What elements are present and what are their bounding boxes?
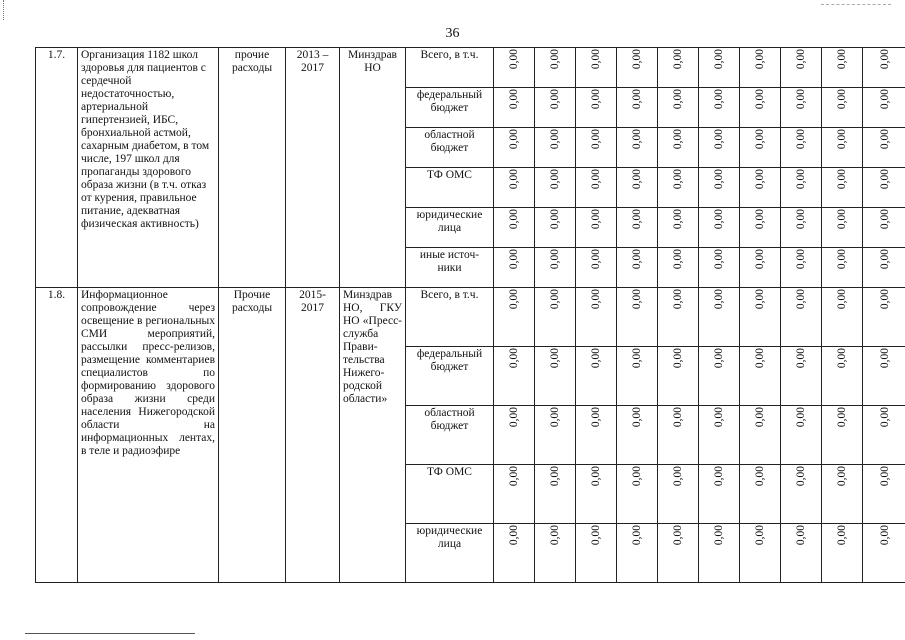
value-text: 0,00 <box>507 209 520 230</box>
value-cell <box>658 208 699 248</box>
value-cell <box>863 347 905 406</box>
value-text: 0,00 <box>589 525 602 546</box>
value-cell <box>740 465 781 524</box>
value-cell <box>781 88 822 128</box>
footnote-line <box>25 633 195 634</box>
value-cell <box>863 248 905 288</box>
value-text: 0,00 <box>835 289 848 310</box>
funding-source: Всего, в т.ч. <box>406 288 494 347</box>
value-text: 0,00 <box>878 289 891 310</box>
value-cell <box>781 48 822 88</box>
value-text: 0,00 <box>589 348 602 369</box>
value-text: 0,00 <box>630 249 643 270</box>
expense-type: прочие расходы <box>219 48 286 288</box>
value-text: 0,00 <box>671 89 684 110</box>
value-text: 0,00 <box>712 129 725 150</box>
value-cell <box>617 128 658 168</box>
value-cell <box>699 465 740 524</box>
value-text: 0,00 <box>589 466 602 487</box>
value-cell <box>535 248 576 288</box>
value-cell <box>617 524 658 583</box>
value-cell <box>822 128 863 168</box>
value-cell <box>658 48 699 88</box>
value-cell <box>494 168 535 208</box>
period: 2015-2017 <box>286 288 340 583</box>
value-text: 0,00 <box>794 249 807 270</box>
value-text: 0,00 <box>630 49 643 70</box>
value-text: 0,00 <box>878 525 891 546</box>
value-cell <box>781 128 822 168</box>
value-text: 0,00 <box>835 466 848 487</box>
value-cell <box>781 465 822 524</box>
value-text: 0,00 <box>794 289 807 310</box>
funding-source: юридические лица <box>406 208 494 248</box>
value-text: 0,00 <box>671 129 684 150</box>
value-text: 0,00 <box>835 49 848 70</box>
value-text: 0,00 <box>548 89 561 110</box>
value-text: 0,00 <box>548 209 561 230</box>
value-text: 0,00 <box>589 129 602 150</box>
value-cell <box>822 465 863 524</box>
page-number: 36 <box>445 26 460 41</box>
value-cell <box>740 406 781 465</box>
value-text: 0,00 <box>835 249 848 270</box>
value-cell <box>699 524 740 583</box>
budget-table <box>35 47 905 583</box>
value-cell <box>494 406 535 465</box>
value-cell <box>576 248 617 288</box>
value-text: 0,00 <box>753 89 766 110</box>
value-cell <box>617 288 658 347</box>
table-row <box>36 288 905 347</box>
value-cell <box>822 288 863 347</box>
value-cell <box>617 406 658 465</box>
value-cell <box>494 524 535 583</box>
value-text: 0,00 <box>753 169 766 190</box>
value-text: 0,00 <box>671 289 684 310</box>
value-cell <box>699 48 740 88</box>
value-cell <box>658 406 699 465</box>
funding-source: юридические лица <box>406 524 494 583</box>
value-cell <box>781 406 822 465</box>
value-cell <box>535 168 576 208</box>
value-cell <box>535 524 576 583</box>
value-text: 0,00 <box>712 89 725 110</box>
value-cell <box>617 48 658 88</box>
value-cell <box>535 288 576 347</box>
funding-source: областной бюджет <box>406 128 494 168</box>
value-text: 0,00 <box>630 348 643 369</box>
value-cell <box>617 347 658 406</box>
value-cell <box>822 88 863 128</box>
funding-source: иные источ-ники <box>406 248 494 288</box>
value-cell <box>822 208 863 248</box>
value-cell <box>658 128 699 168</box>
value-cell <box>699 288 740 347</box>
value-text: 0,00 <box>878 249 891 270</box>
value-text: 0,00 <box>630 289 643 310</box>
value-text: 0,00 <box>794 89 807 110</box>
value-text: 0,00 <box>589 249 602 270</box>
value-text: 0,00 <box>548 169 561 190</box>
value-text: 0,00 <box>507 407 520 428</box>
value-cell <box>576 406 617 465</box>
value-cell <box>863 88 905 128</box>
value-text: 0,00 <box>630 129 643 150</box>
value-text: 0,00 <box>712 249 725 270</box>
value-cell <box>740 347 781 406</box>
period: 2013 – 2017 <box>286 48 340 288</box>
value-cell <box>658 248 699 288</box>
value-cell <box>699 248 740 288</box>
value-cell <box>822 406 863 465</box>
value-text: 0,00 <box>507 249 520 270</box>
value-text: 0,00 <box>878 169 891 190</box>
value-text: 0,00 <box>548 525 561 546</box>
value-text: 0,00 <box>835 89 848 110</box>
value-cell <box>699 208 740 248</box>
value-cell <box>494 347 535 406</box>
executor: Минздрав НО <box>340 48 406 288</box>
value-text: 0,00 <box>794 407 807 428</box>
value-text: 0,00 <box>548 49 561 70</box>
value-cell <box>740 88 781 128</box>
value-cell <box>658 88 699 128</box>
value-cell <box>699 347 740 406</box>
value-cell <box>494 128 535 168</box>
value-cell <box>617 168 658 208</box>
value-cell <box>658 288 699 347</box>
value-cell <box>535 465 576 524</box>
value-cell <box>658 465 699 524</box>
value-text: 0,00 <box>878 348 891 369</box>
value-text: 0,00 <box>835 348 848 369</box>
value-cell <box>863 288 905 347</box>
value-cell <box>863 524 905 583</box>
value-text: 0,00 <box>753 289 766 310</box>
value-cell <box>822 48 863 88</box>
top-dash <box>821 4 891 5</box>
value-cell <box>781 524 822 583</box>
value-cell <box>658 347 699 406</box>
value-text: 0,00 <box>753 49 766 70</box>
value-text: 0,00 <box>712 407 725 428</box>
value-cell <box>576 168 617 208</box>
value-text: 0,00 <box>753 466 766 487</box>
value-text: 0,00 <box>548 348 561 369</box>
value-text: 0,00 <box>878 89 891 110</box>
value-text: 0,00 <box>753 525 766 546</box>
value-cell <box>576 88 617 128</box>
value-text: 0,00 <box>507 348 520 369</box>
value-cell <box>617 465 658 524</box>
value-cell <box>863 128 905 168</box>
value-text: 0,00 <box>835 169 848 190</box>
value-text: 0,00 <box>712 49 725 70</box>
value-text: 0,00 <box>794 525 807 546</box>
value-cell <box>535 406 576 465</box>
value-text: 0,00 <box>589 89 602 110</box>
value-text: 0,00 <box>548 129 561 150</box>
value-cell <box>494 88 535 128</box>
value-cell <box>699 406 740 465</box>
value-cell <box>658 524 699 583</box>
value-text: 0,00 <box>630 209 643 230</box>
value-text: 0,00 <box>878 209 891 230</box>
funding-source: ТФ ОМС <box>406 168 494 208</box>
value-text: 0,00 <box>671 466 684 487</box>
value-text: 0,00 <box>712 209 725 230</box>
value-cell <box>781 288 822 347</box>
value-cell <box>822 524 863 583</box>
value-cell <box>494 48 535 88</box>
value-cell <box>535 208 576 248</box>
funding-source: областной бюджет <box>406 406 494 465</box>
value-cell <box>740 524 781 583</box>
item-description: Информационное сопровождение через освещение в региональных СМИ мероприятий, рассылки пресс-релизов, размещение комментариев специалистов по формированию здорового образа жизни среди населения Нижегородской области на информационных лентах, в теле и радиоэфире <box>78 288 219 583</box>
value-cell <box>576 347 617 406</box>
value-text: 0,00 <box>671 348 684 369</box>
table-row <box>36 48 905 88</box>
item-number: 1.8. <box>36 288 78 583</box>
executor: Минздрав НО, ГКУ НО «Пресс-служба Прави-тельства Нижего-родской области» <box>340 288 406 583</box>
funding-source: федеральный бюджет <box>406 88 494 128</box>
value-text: 0,00 <box>507 49 520 70</box>
value-cell <box>535 48 576 88</box>
value-cell <box>535 88 576 128</box>
value-text: 0,00 <box>794 466 807 487</box>
value-text: 0,00 <box>589 49 602 70</box>
value-text: 0,00 <box>712 525 725 546</box>
funding-source: Всего, в т.ч. <box>406 48 494 88</box>
item-number: 1.7. <box>36 48 78 288</box>
value-text: 0,00 <box>835 407 848 428</box>
value-cell <box>863 48 905 88</box>
value-cell <box>740 168 781 208</box>
value-cell <box>617 88 658 128</box>
value-cell <box>863 168 905 208</box>
value-cell <box>576 208 617 248</box>
value-text: 0,00 <box>630 525 643 546</box>
value-text: 0,00 <box>835 525 848 546</box>
value-text: 0,00 <box>507 525 520 546</box>
value-text: 0,00 <box>548 407 561 428</box>
value-cell <box>576 128 617 168</box>
value-cell <box>822 168 863 208</box>
value-text: 0,00 <box>794 209 807 230</box>
value-text: 0,00 <box>794 49 807 70</box>
value-cell <box>781 347 822 406</box>
value-text: 0,00 <box>878 466 891 487</box>
value-cell <box>576 524 617 583</box>
value-text: 0,00 <box>630 89 643 110</box>
value-text: 0,00 <box>878 49 891 70</box>
value-text: 0,00 <box>753 348 766 369</box>
value-text: 0,00 <box>507 89 520 110</box>
value-cell <box>863 208 905 248</box>
value-text: 0,00 <box>712 348 725 369</box>
value-text: 0,00 <box>753 129 766 150</box>
expense-type: Прочие расходы <box>219 288 286 583</box>
value-text: 0,00 <box>835 209 848 230</box>
edge-mark <box>3 0 5 20</box>
value-text: 0,00 <box>878 129 891 150</box>
value-text: 0,00 <box>630 169 643 190</box>
value-cell <box>699 128 740 168</box>
value-cell <box>617 208 658 248</box>
value-cell <box>494 208 535 248</box>
value-text: 0,00 <box>589 407 602 428</box>
value-cell <box>535 128 576 168</box>
value-cell <box>822 248 863 288</box>
value-cell <box>576 288 617 347</box>
value-cell <box>740 128 781 168</box>
value-cell <box>822 347 863 406</box>
value-text: 0,00 <box>589 289 602 310</box>
value-cell <box>617 248 658 288</box>
value-text: 0,00 <box>753 209 766 230</box>
value-text: 0,00 <box>548 249 561 270</box>
item-description: Организация 1182 школ здоровья для пациентов с сердечной недостаточностью, артериальной гипертензией, ИБС, бронхиальной астмой, сахарным диабетом, в том числе, 197 школ для пропаганды здорового образа жизни (в т.ч. отказ от курения, правильное питание, адекватная физическая активность) <box>78 48 219 288</box>
value-cell <box>535 347 576 406</box>
value-text: 0,00 <box>712 289 725 310</box>
value-text: 0,00 <box>671 49 684 70</box>
value-text: 0,00 <box>794 169 807 190</box>
value-text: 0,00 <box>671 525 684 546</box>
value-cell <box>658 168 699 208</box>
value-text: 0,00 <box>753 249 766 270</box>
value-cell <box>576 48 617 88</box>
value-cell <box>576 465 617 524</box>
value-text: 0,00 <box>671 407 684 428</box>
value-text: 0,00 <box>671 249 684 270</box>
value-text: 0,00 <box>712 169 725 190</box>
value-text: 0,00 <box>878 407 891 428</box>
value-cell <box>781 168 822 208</box>
value-cell <box>740 48 781 88</box>
value-text: 0,00 <box>671 169 684 190</box>
value-cell <box>740 288 781 347</box>
value-cell <box>699 88 740 128</box>
value-text: 0,00 <box>507 466 520 487</box>
value-cell <box>699 168 740 208</box>
value-text: 0,00 <box>630 407 643 428</box>
value-text: 0,00 <box>835 129 848 150</box>
value-cell <box>863 465 905 524</box>
value-cell <box>740 208 781 248</box>
value-text: 0,00 <box>753 407 766 428</box>
value-text: 0,00 <box>794 348 807 369</box>
value-text: 0,00 <box>712 466 725 487</box>
value-text: 0,00 <box>507 129 520 150</box>
value-cell <box>494 288 535 347</box>
value-cell <box>494 248 535 288</box>
value-cell <box>740 248 781 288</box>
value-cell <box>494 465 535 524</box>
value-text: 0,00 <box>794 129 807 150</box>
funding-source: ТФ ОМС <box>406 465 494 524</box>
value-text: 0,00 <box>630 466 643 487</box>
value-cell <box>781 248 822 288</box>
value-text: 0,00 <box>548 466 561 487</box>
value-text: 0,00 <box>671 209 684 230</box>
funding-source: федеральный бюджет <box>406 347 494 406</box>
value-cell <box>781 208 822 248</box>
value-text: 0,00 <box>548 289 561 310</box>
value-text: 0,00 <box>507 169 520 190</box>
value-text: 0,00 <box>507 289 520 310</box>
value-cell <box>863 406 905 465</box>
value-text: 0,00 <box>589 209 602 230</box>
value-text: 0,00 <box>589 169 602 190</box>
